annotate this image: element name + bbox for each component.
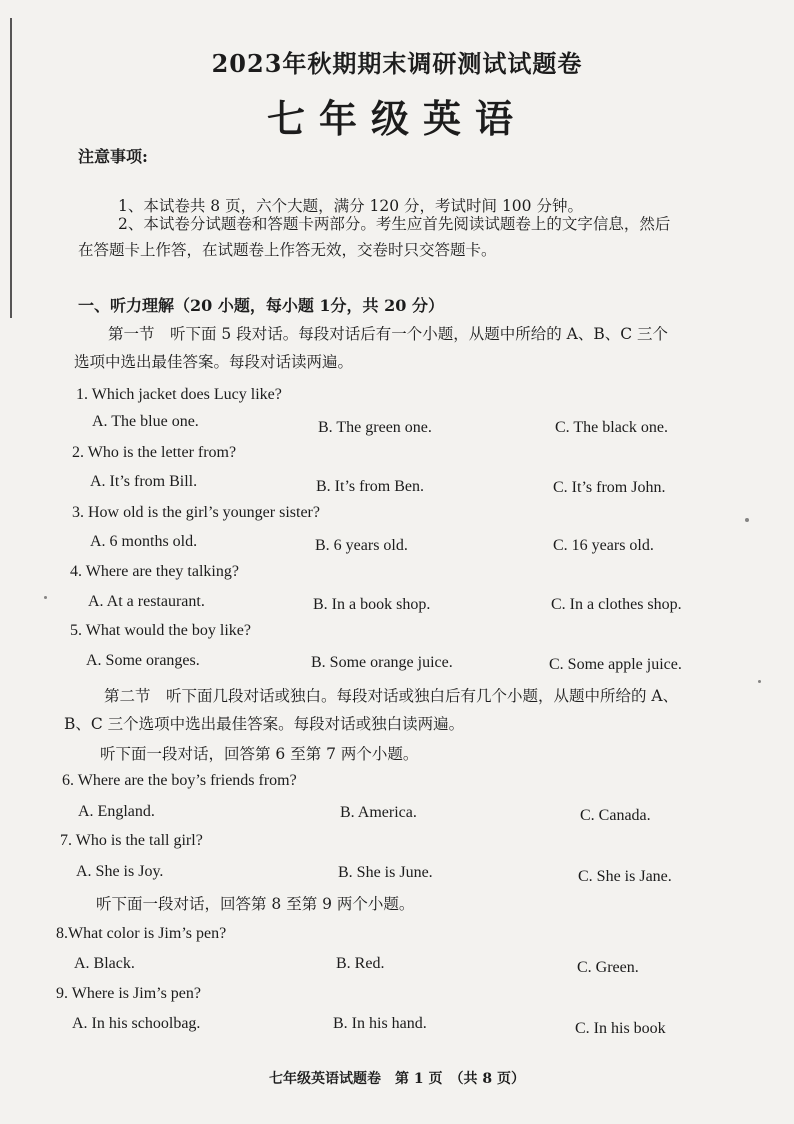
notice-line-2a: 2、本试卷分试题卷和答题卡两部分。考生应首先阅读试题卷上的文字信息，然后 [118, 215, 671, 233]
q4-option-b: B. In a book shop. [313, 596, 431, 613]
q9-option-b: B. In his hand. [333, 1015, 427, 1032]
q3-option-c: C. 16 years old. [553, 537, 654, 554]
part2-instruction-b: B、C 三个选项中选出最佳答案。每段对话或独白读两遍。 [64, 715, 465, 733]
dialog-instruction-8-9: 听下面一段对话，回答第 8 至第 9 两个小题。 [96, 895, 415, 913]
q5-option-b: B. Some orange juice. [311, 654, 453, 671]
q9-option-a: A. In his schoolbag. [72, 1015, 201, 1032]
q1-option-c: C. The black one. [555, 419, 669, 436]
q3-option-a: A. 6 months old. [90, 533, 198, 550]
q7-option-a: A. She is Joy. [76, 863, 164, 880]
question-1: 1. Which jacket does Lucy like? [76, 386, 282, 403]
q6-option-b: B. America. [340, 804, 417, 821]
q8-option-b: B. Red. [336, 955, 385, 972]
q2-option-c: C. It’s from John. [553, 479, 666, 496]
question-5: 5. What would the boy like? [70, 622, 251, 639]
question-4: 4. Where are they talking? [70, 563, 239, 580]
question-9: 9. Where is Jim’s pen? [56, 985, 202, 1002]
q4-option-c: C. In a clothes shop. [551, 596, 682, 613]
part2-instruction-a: 第二节 听下面几段对话或独白。每段对话或独白后有几个小题，从题中所给的 A、 [104, 687, 679, 705]
section-heading-listening: 一、听力理解（20 小题，每小题 1分，共 20 分） [78, 296, 444, 315]
scan-speck [44, 596, 47, 599]
exam-subject: 七年级英语 [266, 96, 527, 141]
notice-line-2b: 在答题卡上作答，在试题卷上作答无效，交卷时只交答题卡。 [78, 241, 497, 259]
q6-option-a: A. England. [78, 803, 155, 820]
question-7: 7. Who is the tall girl? [60, 832, 203, 849]
q6-option-c: C. Canada. [580, 807, 651, 824]
q1-option-a: A. The blue one. [92, 413, 199, 430]
q1-option-b: B. The green one. [318, 419, 432, 436]
question-6: 6. Where are the boy’s friends from? [62, 772, 297, 789]
q8-option-c: C. Green. [577, 959, 639, 976]
q9-option-c: C. In his book [575, 1020, 666, 1037]
part1-instruction-a: 第一节 听下面 5 段对话。每段对话后有一个小题，从题中所给的 A、B、C 三个 [108, 325, 669, 343]
q2-option-b: B. It’s from Ben. [316, 478, 424, 495]
dialog-instruction-6-7: 听下面一段对话，回答第 6 至第 7 两个小题。 [100, 745, 419, 763]
q4-option-a: A. At a restaurant. [88, 593, 205, 610]
q5-option-a: A. Some oranges. [86, 652, 200, 669]
q2-option-a: A. It’s from Bill. [90, 473, 198, 490]
question-3: 3. How old is the girl’s younger sister? [72, 504, 320, 521]
q7-option-c: C. She is Jane. [578, 868, 672, 885]
part1-instruction-b: 选项中选出最佳答案。每段对话读两遍。 [74, 353, 354, 371]
question-2: 2. Who is the letter from? [72, 444, 237, 461]
notice-heading: 注意事项: [78, 147, 148, 166]
q7-option-b: B. She is June. [338, 864, 433, 881]
question-8: 8.What color is Jim’s pen? [56, 925, 227, 942]
q8-option-a: A. Black. [74, 955, 135, 972]
scan-speck [758, 680, 761, 683]
notice-line-1: 1、本试卷共 8 页，六个大题，满分 120 分，考试时间 100 分钟。 [118, 197, 583, 215]
scan-speck [745, 518, 749, 522]
exam-title: 2023年秋期期末调研测试试题卷 [211, 49, 583, 78]
q5-option-c: C. Some apple juice. [549, 656, 682, 673]
page-footer: 七年级英语试题卷 第 1 页 （共 8 页） [269, 1071, 525, 1087]
q3-option-b: B. 6 years old. [315, 537, 408, 554]
